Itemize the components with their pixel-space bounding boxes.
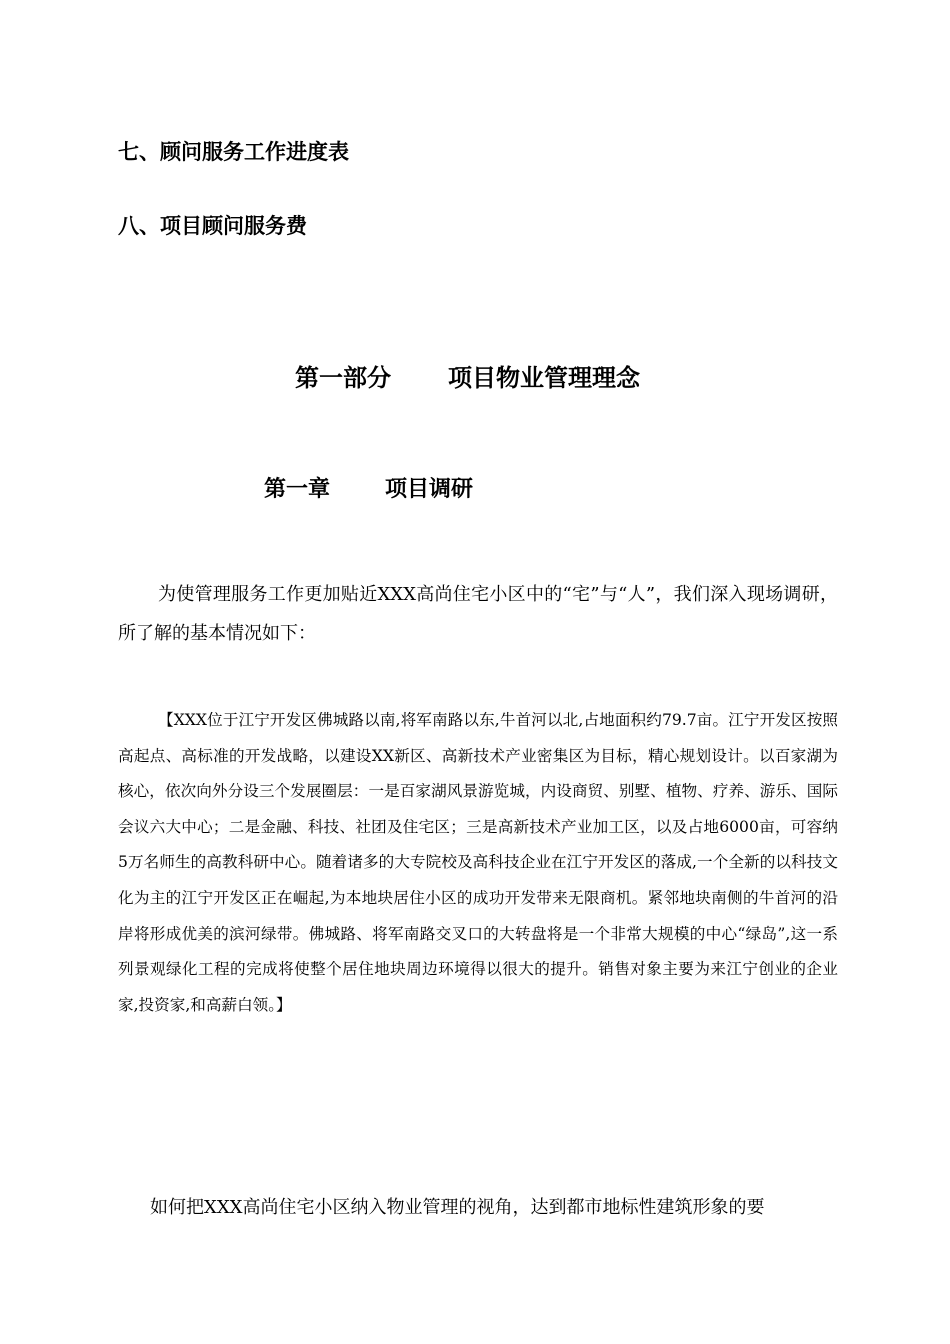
continuation-paragraph: 如何把XXX高尚住宅小区纳入物业管理的视角，达到都市地标性建筑形象的要: [150, 1197, 765, 1218]
toc-item-8: 八、项目顾问服务费: [118, 214, 307, 238]
part-number: 第一部分: [295, 364, 391, 392]
chapter-number: 第一章: [264, 477, 331, 502]
part-heading: [295, 362, 640, 394]
chapter-title: 项目调研: [385, 477, 474, 502]
chapter-heading: [264, 475, 473, 505]
toc-item-7: 七、顾问服务工作进度表: [118, 140, 349, 164]
part-title: 项目物业管理理念: [448, 364, 640, 392]
site-description-paragraph: 【XXX位于江宁开发区佛城路以南,将军南路以东,牛首河以北,占地面积约79.7亩。江宁开发区按照高起点、高标准的开发战略，以建设XX新区、高新技术产业密集区为目标，精心规划设计。以百家湖为核心，依次向外分设三个发展圈层：一是百家湖风景游览城，内设商贸、别墅、植物、疗养、游乐、国际会议六大中心；二是金融、科技、社团及住宅区；三是高新技术产业加工区，以及占地6000亩，可容纳5万名师生的高教科研中心。随着诸多的大专院校及高科技企业在江宁开发区的落成,一个全新的以科技文化为主的江宁开发区正在崛起,为本地块居住小区的成功开发带来无限商机。紧邻地块南侧的牛首河的沿岸将形成优美的滨河绿带。佛城路、将军南路交叉口的大转盘将是一个非常大规模的中心“绿岛”,这一系列景观绿化工程的完成将使整个居住地块周边环境得以很大的提升。销售对象主要为来江宁创业的企业家,投资家,和高薪白领。】: [118, 711, 838, 1014]
intro-paragraph: 为使管理服务工作更加贴近XXX高尚住宅小区中的“宅”与“人”，我们深入现场调研，所了解的基本情况如下：: [118, 584, 838, 644]
